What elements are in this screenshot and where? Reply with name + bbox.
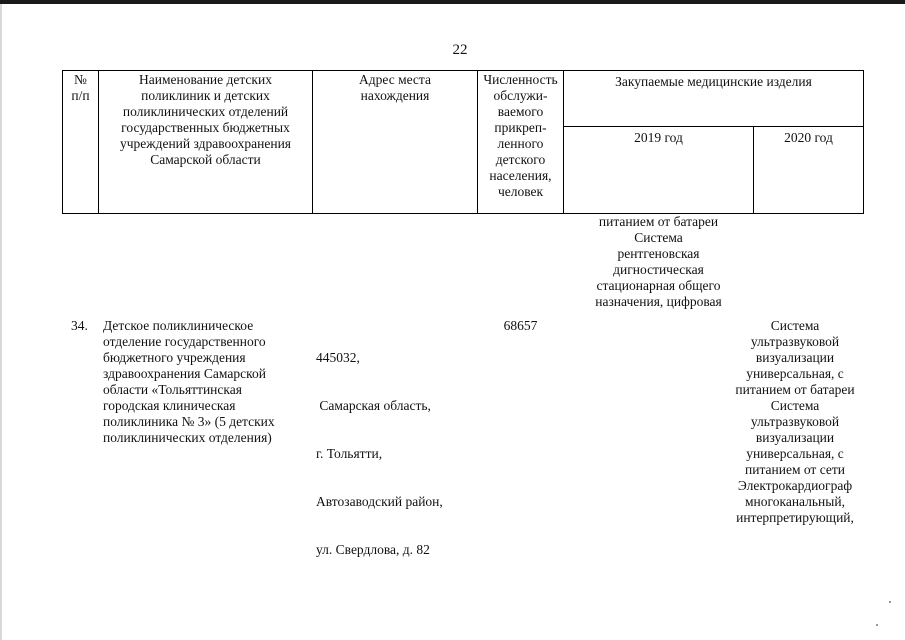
header-col-population: Численность обслужи- ваемого прикреп- ленного детского населения, человек bbox=[483, 72, 558, 199]
header-col-number: № п/п bbox=[71, 72, 90, 103]
table-rule bbox=[563, 126, 864, 127]
table-rule bbox=[62, 70, 864, 71]
header-col-devices: Закупаемые медицинские изделия bbox=[615, 74, 812, 89]
scan-top-edge bbox=[0, 0, 905, 4]
header-table bbox=[62, 70, 864, 214]
scan-speck bbox=[876, 624, 878, 626]
header-year-2019: 2019 год bbox=[634, 130, 683, 145]
row-devices-2020: Система ультразвуковой визуализации универсальная, с питанием от батареи Система ультразвуковой визуализации универсальная, с питанием от сети Электрокардиограф многоканальный, интерпретирующий, bbox=[735, 318, 855, 525]
scan-speck bbox=[889, 601, 891, 603]
table-rule bbox=[863, 70, 864, 214]
row-institution-name: Детское поликлиническое отделение государственного бюджетного учреждения здравоохранения Самарской области «Тольяттинская городская клиническая поликлиника № 3» (5 детских поликлинических отделения) bbox=[103, 318, 275, 445]
row-number: 34. bbox=[71, 318, 88, 333]
header-col-address: Адрес места нахождения bbox=[359, 72, 431, 103]
header-year-2020: 2020 год bbox=[784, 130, 833, 145]
row-address: 445032, Самарская область, г. Тольятти, Автозаводский район, ул. Свердлова, д. 82 bbox=[316, 350, 443, 557]
page-number: 22 bbox=[452, 42, 468, 58]
scan-left-edge bbox=[0, 4, 2, 640]
header-col-name: Наименование детских поликлиник и детских поликлинических отделений государственных бюджетных учреждений здравоохранения Самарской области bbox=[119, 72, 292, 167]
row-population: 68657 bbox=[503, 318, 538, 333]
continuation-2019-devices: питанием от батареи Система рентгеновская дигностическая стационарная общего назначения, цифровая bbox=[595, 214, 722, 309]
